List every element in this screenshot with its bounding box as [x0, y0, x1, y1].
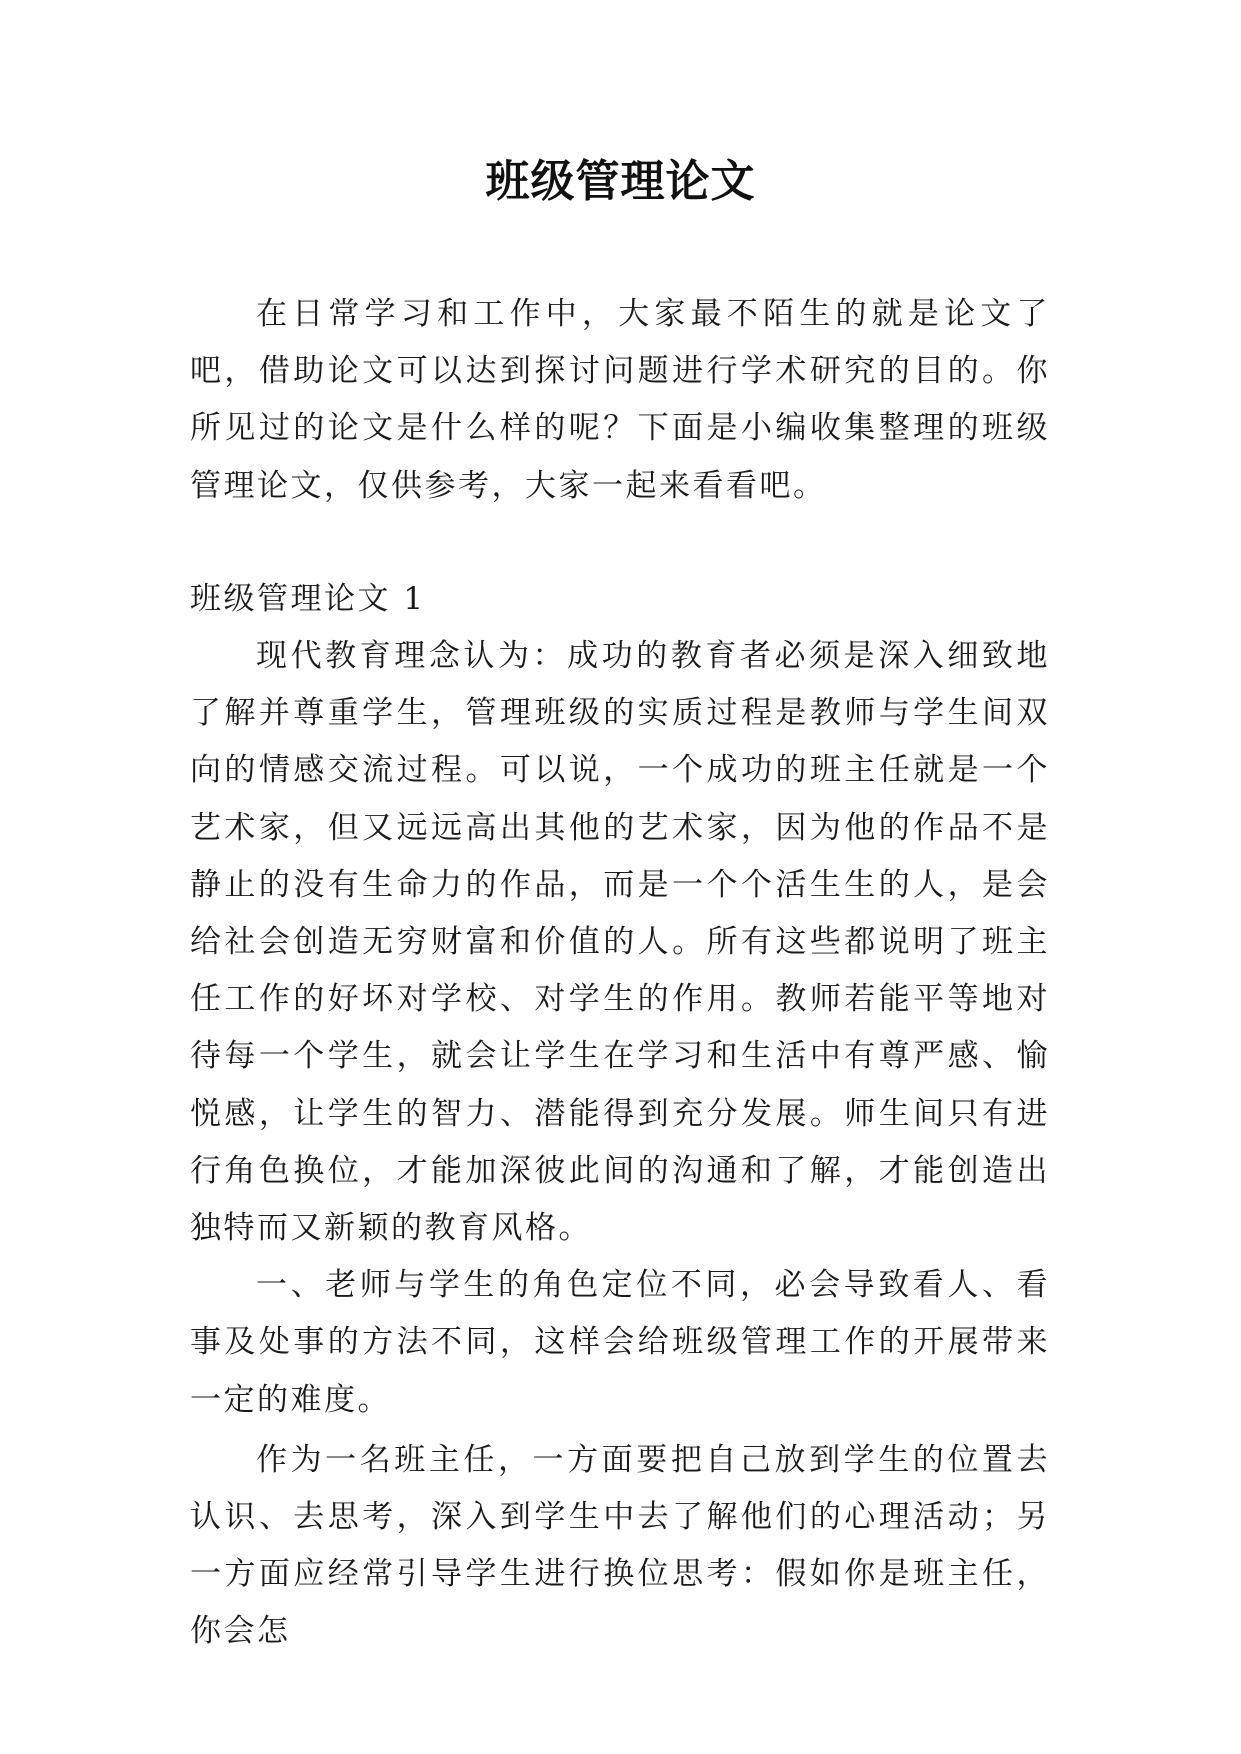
body-paragraph: 现代教育理念认为：成功的教育者必须是深入细致地了解并尊重学生，管理班级的实质过程是教师与学生间双向的情感交流过程。可以说，一个成功的班主任就是一个艺术家，但又远远高出其他的艺术家，因为他的作品不是静止的没有生命力的作品，而是一个个活生生的人，是会给社会创造无穷财富和价值的人。所有这些都说明了班主任工作的好坏对学校、对学生的作用。教师若能平等地对待每一个学生，就会让学生在学习和生活中有尊严感、愉悦感，让学生的智力、潜能得到充分发展。师生间只有进行角色换位，才能加深彼此间的沟通和了解，才能创造出独特而又新颖的教育风格。: [190, 638, 1050, 1247]
body-paragraph: 一、老师与学生的角色定位不同，必会导致看人、看事及处事的方法不同，这样会给班级管理工作的开展带来一定的难度。: [190, 1267, 1050, 1418]
body-paragraph: 作为一名班主任，一方面要把自己放到学生的位置去认识、去思考，深入到学生中去了解他们的心理活动；另一方面应经常引导学生进行换位思考：假如你是班主任，你会怎: [190, 1441, 1050, 1650]
intro-paragraph: 在日常学习和工作中，大家最不陌生的就是论文了吧，借助论文可以达到探讨问题进行学术研究的目的。你所见过的论文是什么样的呢？下面是小编收集整理的班级管理论文，仅供参考，大家一起来看看吧。: [190, 296, 1050, 504]
document-title: 班级管理论文: [485, 156, 756, 207]
document-body: [190, 286, 1050, 1661]
section-heading: 班级管理论文 1: [190, 580, 426, 617]
